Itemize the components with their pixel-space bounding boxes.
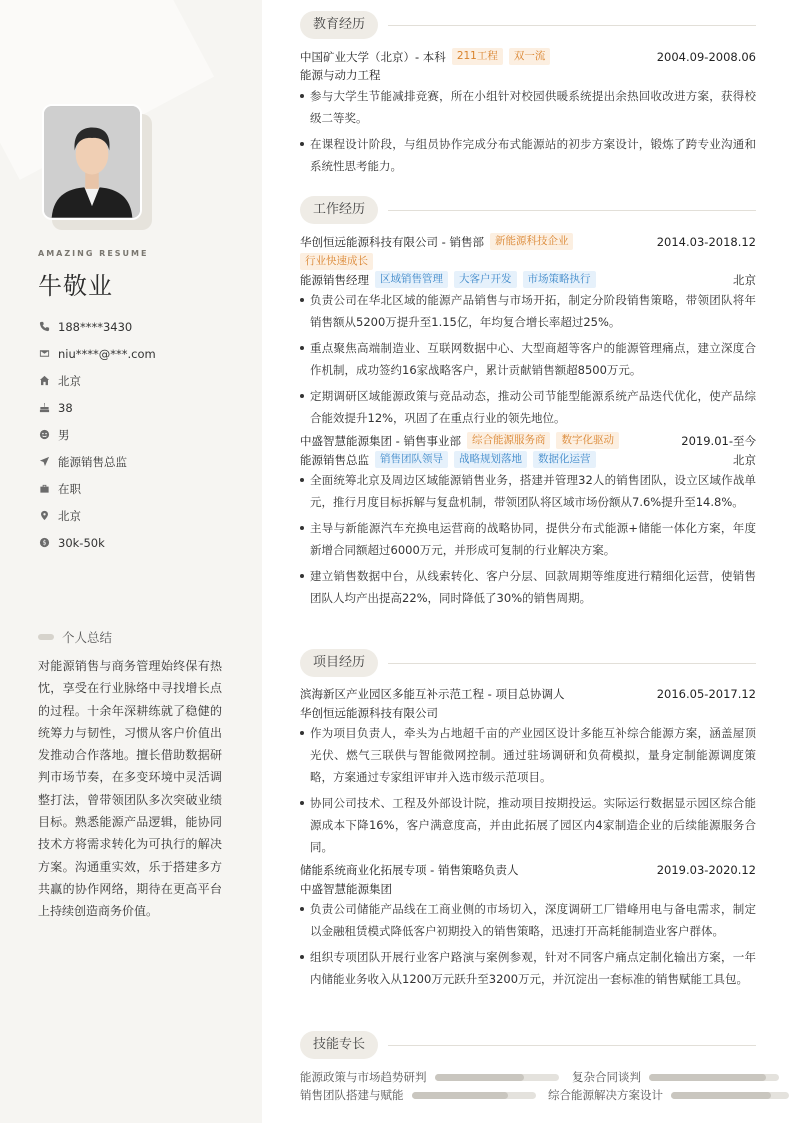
skill-name: 综合能源解决方案设计 [548, 1088, 663, 1102]
list-item: 定期调研区域能源政策与竞品动态，推动公司节能型能源系统产品迭代优化，使产品综合能效提升12%，巩固了在重点行业的领先地位。 [300, 385, 756, 429]
person-portrait-icon [44, 106, 140, 218]
avatar-photo [42, 104, 142, 220]
education-date: 2004.09-2008.06 [656, 49, 756, 64]
info-age [38, 394, 248, 421]
skill-bar-fill [435, 1074, 524, 1081]
summary-text: 对能源销售与商务管理始终保有热忱，享受在行业脉络中寻找增长点的过程。十余年深耕练就了稳健的统筹力与韧性，习惯从客户价值出发推动合作落地。擅长借助数据研判市场节奏，在多变环境中灵活调整打法，曾带领团队多次突破业绩目标。熟悉能源产品逻辑，能协同技术方将需求转化为可执行的解决方案。沟通重实效，乐于搭建多方共赢的协作网络，期待在更高平台上持续创造商务价值。 [38, 659, 222, 919]
info-position-value: 能源销售总监 [58, 454, 127, 469]
info-salary-value: 30k-50k [58, 535, 105, 550]
send-icon [38, 456, 50, 468]
job-1-company: 华创恒远能源科技有限公司 - 销售部 [300, 234, 484, 249]
info-status-value: 在职 [58, 481, 81, 496]
list-item: 主导与新能源汽车充换电运营商的战略协同，提供分布式能源+储能一体化方案，年度新增合同额超过6000万元，并形成可复制的行业解决方案。 [300, 517, 756, 561]
project-2-bullets [300, 898, 756, 994]
summary-heading-label: 个人总结 [62, 630, 113, 645]
work-section-header [300, 196, 756, 224]
info-status [38, 475, 248, 502]
skill-bar-fill [649, 1074, 766, 1081]
phone-icon [38, 321, 50, 333]
work-section-title: 工作经历 [300, 196, 378, 224]
skills-section-header [300, 1031, 756, 1059]
list-item: 建立销售数据中台，从线索转化、客户分层、回款周期等维度进行精细化运营，使销售团队人均产出提高22%，同时降低了30%的销售周期。 [300, 565, 756, 609]
summary-heading [38, 628, 112, 646]
info-email [38, 340, 248, 367]
job-2-company: 中盛智慧能源集团 - 销售事业部 [300, 433, 461, 448]
sidebar [0, 0, 262, 1123]
cake-icon [38, 402, 50, 414]
location-icon [38, 510, 50, 522]
project-2-date: 2019.03-2020.12 [656, 863, 756, 877]
project-section-title: 项目经历 [300, 649, 378, 677]
info-age-value: 38 [58, 400, 73, 415]
info-location-value: 北京 [58, 508, 81, 523]
job-1-city: 北京 [733, 272, 756, 287]
job-1-company-tag: 新能源科技企业 [490, 233, 574, 250]
home-icon [38, 375, 50, 387]
skill-bar [671, 1092, 789, 1099]
section-divider [388, 663, 756, 664]
project-2-row [300, 862, 756, 878]
section-divider [388, 210, 756, 211]
job-2-company-tag: 综合能源服务商 [467, 432, 551, 449]
skill-name: 销售团队搭建与赋能 [300, 1088, 404, 1102]
mail-icon [38, 348, 50, 360]
job-2-company-row [300, 432, 756, 449]
list-item: 负责公司在华北区域的能源产品销售与市场开拓，制定分阶段销售策略，带领团队将年销售额从5200万提升至1.15亿，年均复合增长率超过25%。 [300, 289, 756, 333]
project-2-org: 中盛智慧能源集团 [300, 882, 392, 896]
info-gender [38, 421, 248, 448]
job-1-company-tag-row [300, 253, 756, 270]
list-item: 参与大学生节能减排竞赛，所在小组针对校园供暖系统提出余热回收改进方案，获得校级二等奖。 [300, 85, 756, 129]
job-2-bullets [300, 469, 756, 613]
education-section-header [300, 11, 756, 39]
project-1-date: 2016.05-2017.12 [656, 687, 756, 701]
brand-label: AMAZING RESUME [38, 249, 149, 258]
job-1-bullets [300, 289, 756, 433]
project-1-bullets [300, 722, 756, 862]
skill-bar [435, 1074, 559, 1081]
list-item: 作为项目负责人，牵头为占地超千亩的产业园区设计多能互补综合能源方案，涵盖屋顶光伏、燃气三联供与智能微网控制。通过驻场调研和负荷模拟，量身定制能源调度策略，方案通过专家组评审并入选市级示范项目。 [300, 722, 756, 788]
skill-bar-fill [412, 1092, 509, 1099]
list-item: 负责公司储能产品线在工商业侧的市场切入，深度调研工厂错峰用电与备电需求，制定以金融租赁模式降低客户初期投入的销售策略，迅速打开高耗能制造业客户群体。 [300, 898, 756, 942]
skill-bar [649, 1074, 779, 1081]
skill-bar-fill [671, 1092, 771, 1099]
skill-name: 复杂合同谈判 [572, 1070, 641, 1084]
skill-item [300, 1069, 559, 1085]
job-1-role-tag: 市场策略执行 [523, 271, 596, 288]
info-position [38, 448, 248, 475]
status-icon [38, 483, 50, 495]
education-school: 中国矿业大学（北京）- 本科 [300, 49, 446, 64]
job-1-date: 2014.03-2018.12 [656, 234, 756, 249]
section-divider [388, 1045, 756, 1046]
section-divider [388, 25, 756, 26]
list-item: 协同公司技术、工程及外部设计院，推动项目按期投运。实际运行数据显示园区综合能源成本下降16%，客户满意度高，并由此拓展了园区内4家制造企业的后续能源服务合同。 [300, 792, 756, 858]
svg-text:$: $ [41, 538, 47, 547]
job-2-city: 北京 [733, 452, 756, 467]
skill-name: 能源政策与市场趋势研判 [300, 1070, 427, 1084]
contact-info-list [38, 313, 248, 556]
job-2-date: 2019.01-至今 [681, 433, 756, 448]
education-tag: 211工程 [452, 48, 503, 65]
info-phone [38, 313, 248, 340]
job-2-role-tag: 战略规划落地 [454, 451, 527, 468]
job-2-company-tag: 数字化驱动 [556, 432, 619, 449]
info-location [38, 502, 248, 529]
info-salary [38, 529, 248, 556]
skill-item [300, 1087, 536, 1103]
info-gender-value: 男 [58, 427, 70, 442]
project-1-name: 滨海新区产业园区多能互补示范工程 - 项目总协调人 [300, 687, 565, 701]
job-2-role: 能源销售总监 [300, 452, 369, 467]
job-2-role-tag: 数据化运营 [533, 451, 596, 468]
skill-bar [412, 1092, 536, 1099]
project-1-org-row [300, 705, 756, 721]
project-1-org: 华创恒远能源科技有限公司 [300, 706, 438, 720]
info-phone-value: 188****3430 [58, 319, 133, 334]
education-major: 能源与动力工程 [300, 68, 381, 82]
summary-heading-bar [38, 634, 54, 640]
skills-section-title: 技能专长 [300, 1031, 378, 1059]
job-1-role: 能源销售经理 [300, 272, 369, 287]
skill-item [548, 1087, 789, 1103]
avatar [42, 104, 154, 230]
job-1-role-tag: 大客户开发 [454, 271, 517, 288]
project-2-org-row [300, 881, 756, 897]
skill-item [572, 1069, 779, 1085]
gender-icon [38, 429, 50, 441]
education-major-row [300, 67, 756, 83]
list-item: 在课程设计阶段，与组员协作完成分布式能源站的初步方案设计，锻炼了跨专业沟通和系统性思考能力。 [300, 133, 756, 177]
job-1-role-row [300, 271, 756, 288]
job-2-role-row [300, 451, 756, 468]
info-email-value: niu****@***.com [58, 346, 156, 361]
salary-icon [38, 537, 50, 549]
job-1-company-tag: 行业快速成长 [300, 253, 373, 270]
job-2-role-tag: 销售团队领导 [375, 451, 448, 468]
project-2-name: 储能系统商业化拓展专项 - 销售策略负责人 [300, 863, 519, 877]
job-1-role-tag: 区域销售管理 [375, 271, 448, 288]
info-home [38, 367, 248, 394]
education-bullets [300, 85, 756, 181]
education-section-title: 教育经历 [300, 11, 378, 39]
project-section-header [300, 649, 756, 677]
project-1-row [300, 686, 756, 702]
list-item: 组织专项团队开展行业客户路演与案例参观，针对不同客户痛点定制化输出方案，一年内储能业务收入从1200万元跃升至3200万元，并沉淀出一套标准的销售赋能工具包。 [300, 946, 756, 990]
education-tag: 双一流 [509, 48, 551, 65]
info-home-value: 北京 [58, 373, 81, 388]
candidate-name: 牛敬业 [38, 272, 113, 300]
list-item: 重点聚焦高端制造业、互联网数据中心、大型商超等客户的能源管理痛点，建立深度合作机制，成功签约16家战略客户，累计贡献销售额超8500万元。 [300, 337, 756, 381]
list-item: 全面统筹北京及周边区域能源销售业务，搭建并管理32人的销售团队，设立区域作战单元，推行月度目标拆解与复盘机制，带领团队将区域市场份额从7.6%提升至14.8%。 [300, 469, 756, 513]
job-1-company-row [300, 233, 756, 250]
education-school-row [300, 48, 756, 65]
